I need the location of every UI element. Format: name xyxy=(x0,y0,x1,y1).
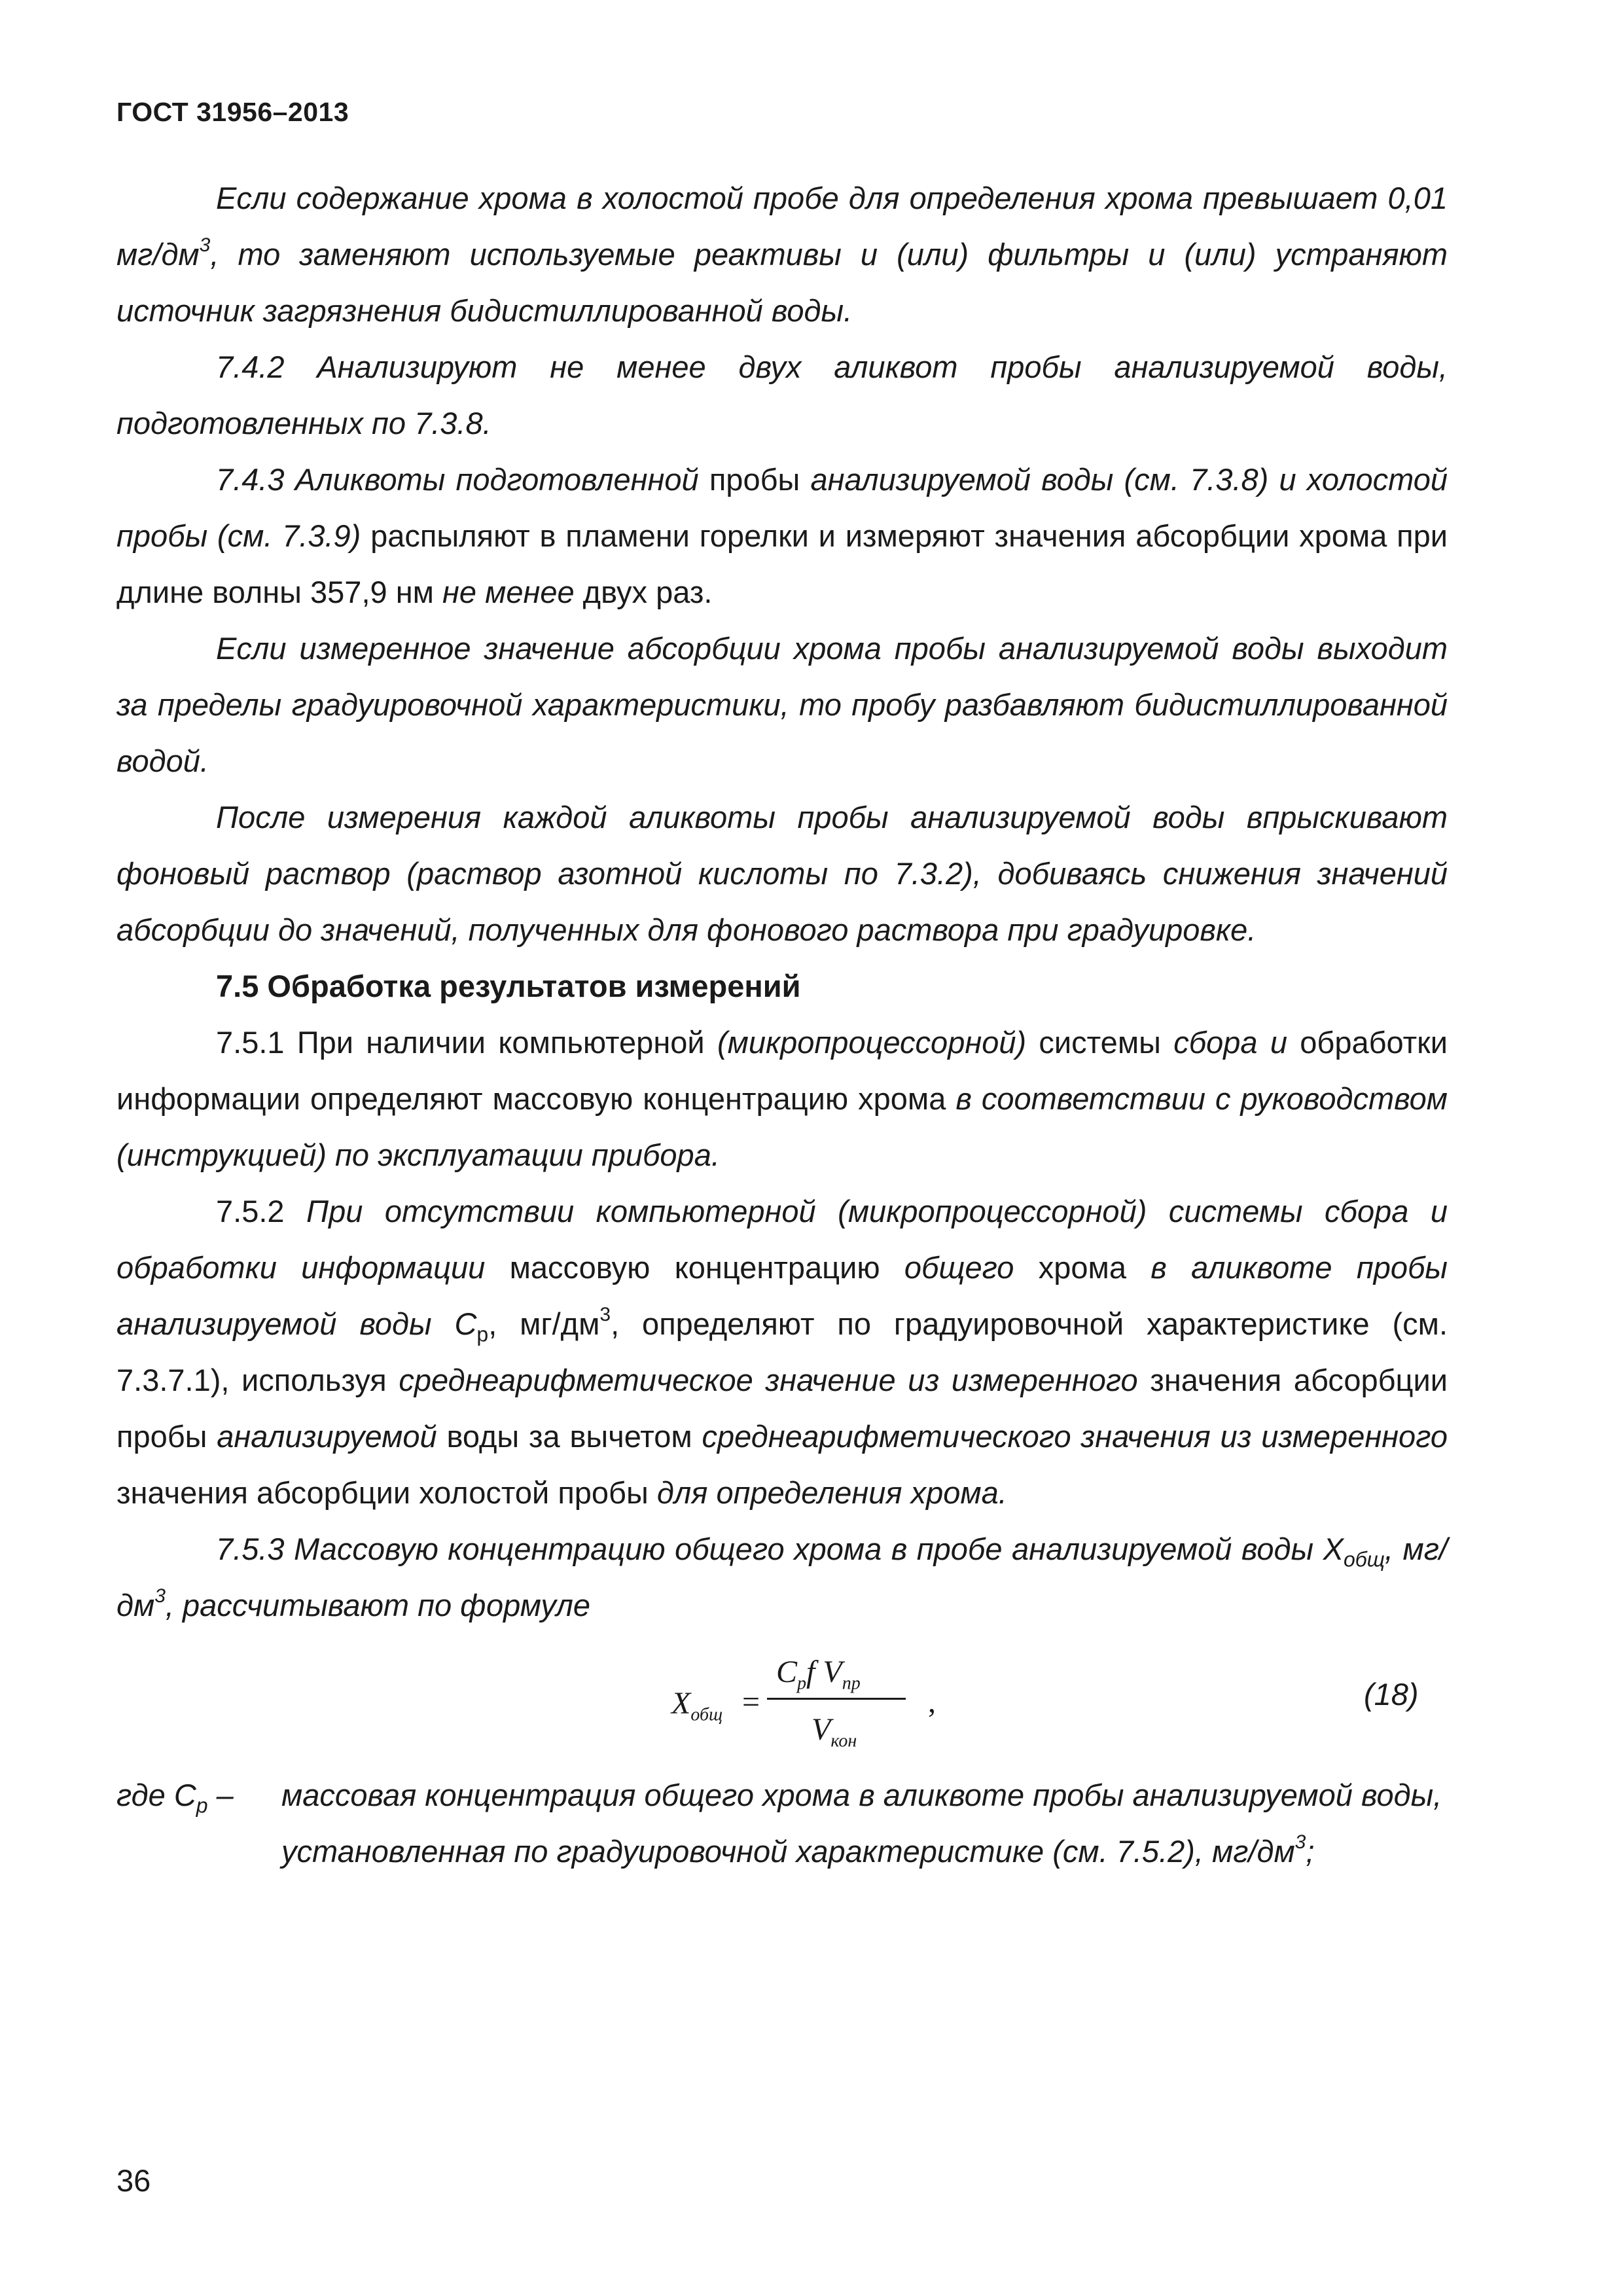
variable-description: массовая концентрация общего хрома в аликвоте пробы анализируемой воды, установленная по градуировочной характеристике (см. 7.5.2), $мг/дм^3$; xyxy=(281,1778,1442,1869)
formula-equals: = xyxy=(742,1685,760,1719)
paragraph-7-5-3: 7.5.3 Массовую концентрацию общего хрома в пробе анализируемой воды $X_{общ}$, $мг/дм^3$, рассчитывают по формуле xyxy=(116,1532,1448,1623)
document-body xyxy=(116,169,1448,1880)
paragraph-dilution: Если измеренное значение абсорбции хрома пробы анализируемой воды выходит за пределы градуировочной характеристики, то пробу разбавляют бидистиллированной водой. xyxy=(116,631,1448,778)
paragraph-7-4-3: 7.4.3 Аликвоты подготовленной пробы анализируемой воды (см. 7.3.8) и холостой пробы (см. 7.3.9) распыляют в пламени горелки и измеряют значения абсорбции хрома при длине волны 357,9 нм не менее двух раз. xyxy=(116,462,1448,609)
formula-lhs: $X_{общ}$ xyxy=(671,1686,723,1725)
formula-comma: , xyxy=(928,1685,936,1719)
formula-denominator: $V_{кон}$ xyxy=(812,1712,857,1751)
formula-numerator: $C_pf$ $V_{пр}$ xyxy=(776,1655,861,1694)
paragraph-7-5-2: 7.5.2 При отсутствии компьютерной (микропроцессорной) системы сбора и обработки информации массовую концентрацию общего хрома в аликвоте пробы анализируемой воды $C_р$, $мг/дм^3$, определяют по градуировочной характеристике (см. 7.3.7.1), используя среднеарифметическое значение из измеренного значения абсорбции пробы анализируемой воды за вычетом среднеарифметического значения из измеренного значения абсорбции холостой пробы для определения хрома. xyxy=(116,1194,1448,1510)
paragraph-7-5-1: 7.5.1 При наличии компьютерной (микропроцессорной) системы сбора и обработки информации определяют массовую концентрацию хрома в соответствии с руководством (инструкцией) по эксплуатации прибора. xyxy=(116,1025,1448,1172)
formula-variable-definition xyxy=(116,1767,1448,1880)
standard-header: ГОСТ 31956–2013 xyxy=(116,97,349,127)
formula-fraction-bar xyxy=(767,1698,906,1700)
formula-18-row xyxy=(116,1634,1448,1765)
paragraph-7-4-2: 7.4.2 Анализируют не менее двух аликвот пробы анализируемой воды, подготовленных по 7.3.8. xyxy=(116,350,1448,440)
page-number: 36 xyxy=(116,2163,151,2198)
paragraph-blank-exceed: Если содержание хрома в холостой пробе для определения хрома превышает 0,01 $мг/дм^3$, то заменяют используемые реактивы и (или) фильтры и (или) устраняют источник загрязнения бидистиллированной воды. xyxy=(116,181,1448,328)
equation-number: (18) xyxy=(1364,1677,1419,1712)
formula-18 xyxy=(671,1643,946,1754)
section-heading-7-5: 7.5 Обработка результатов измерений xyxy=(216,969,801,1003)
paragraph-background-solution: После измерения каждой аликвоты пробы анализируемой воды впрыскивают фоновый раствор (раствор азотной кислоты по 7.3.2), добиваясь снижения значений абсорбции до значений, полученных для фонового раствора при градуировке. xyxy=(116,800,1448,947)
variable-label: где $C_р$ – xyxy=(116,1778,234,1818)
